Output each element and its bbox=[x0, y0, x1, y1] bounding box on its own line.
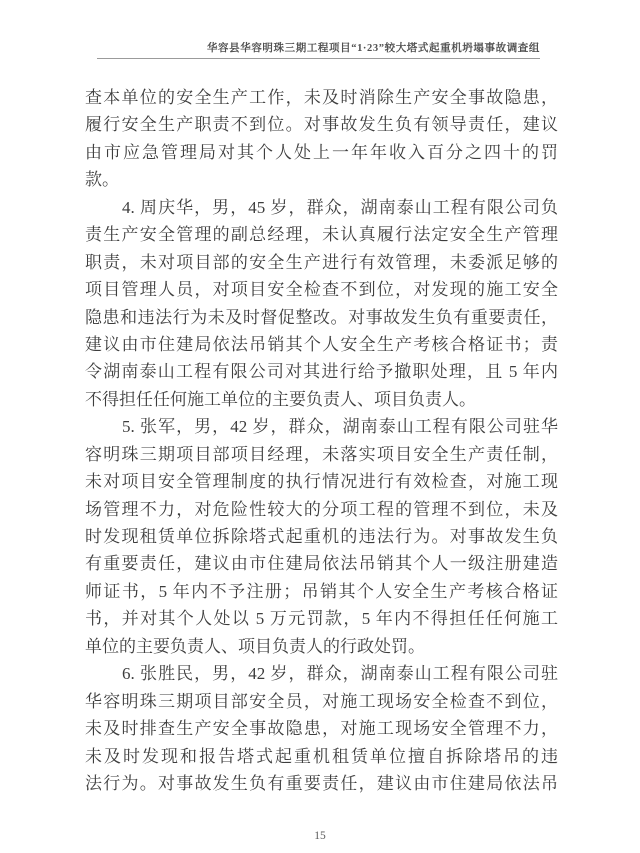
text-line: 师证书，5 年内不予注册；吊销其个人安全生产考核合格证 bbox=[85, 581, 558, 601]
text-line: 华容明珠三期项目部安全员，对施工现场安全检查不到位， bbox=[85, 691, 558, 711]
text-line: 场管理不力，对危险性较大的分项工程的管理不到位，未及 bbox=[85, 499, 558, 519]
text-line: 单位的主要负责人、项目负责人的行政处罚。 bbox=[85, 636, 425, 656]
text-line: 有重要责任，建议由市住建局依法吊销其个人一级注册建造 bbox=[85, 554, 558, 574]
text-line: 建议由市住建局依法吊销其个人安全生产考核合格证书；责 bbox=[85, 334, 558, 354]
text-line: 未及时排查生产安全事故隐患，对施工现场安全管理不力， bbox=[85, 719, 558, 739]
text-line: 项目管理人员，对项目安全检查不到位，对发现的施工安全 bbox=[85, 280, 558, 300]
text-line: 未对项目安全管理制度的执行情况进行有效检查，对施工现 bbox=[85, 472, 558, 492]
text-line: 令湖南泰山工程有限公司对其进行给予撤职处理，且 5 年内 bbox=[85, 362, 558, 382]
text-line: 4. 周庆华，男，45 岁，群众，湖南泰山工程有限公司负 bbox=[122, 197, 558, 217]
text-line: 履行安全生产职责不到位。对事故发生负有领导责任，建议 bbox=[85, 115, 558, 135]
text-line: 书，并对其个人处以 5 万元罚款，5 年内不得担任任何施工 bbox=[85, 609, 558, 629]
page-number: 15 bbox=[314, 830, 326, 842]
text-line: 法行为。对事故发生负有重要责任，建议由市住建局依法吊 bbox=[85, 773, 558, 793]
text-line: 5. 张军，男，42 岁，群众，湖南泰山工程有限公司驻华 bbox=[122, 417, 558, 437]
page-header bbox=[97, 40, 540, 59]
text-line: 由市应急管理局对其个人处上一年年收入百分之四十的罚 bbox=[85, 142, 558, 162]
text-line: 隐患和违法行为未及时督促整改。对事故发生负有重要责任， bbox=[85, 307, 558, 327]
text-line: 6. 张胜民，男，42 岁，群众，湖南泰山工程有限公司驻 bbox=[122, 664, 558, 684]
document-body bbox=[85, 84, 558, 797]
text-line: 责生产安全管理的副总经理，未认真履行法定安全生产管理 bbox=[85, 225, 558, 245]
text-line: 时发现租赁单位拆除塔式起重机的违法行为。对事故发生负 bbox=[85, 527, 558, 546]
header-rule bbox=[97, 58, 540, 59]
header-title: 华容县华容明珠三期工程项目“1·23”较大塔式起重机坍塌事故调查组 bbox=[206, 43, 540, 54]
text-line: 职责，未对项目部的安全生产进行有效管理，未委派足够的 bbox=[85, 252, 558, 272]
text-line: 款。 bbox=[85, 170, 119, 190]
text-line: 查本单位的安全生产工作，未及时消除生产安全事故隐患， bbox=[85, 88, 558, 107]
text-line: 容明珠三期项目部项目经理，未落实项目安全生产责任制， bbox=[85, 444, 558, 464]
text-line: 未及时发现和报告塔式起重机租赁单位擅自拆除塔吊的违 bbox=[85, 746, 558, 766]
text-line: 不得担任任何施工单位的主要负责人、项目负责人。 bbox=[85, 389, 476, 409]
